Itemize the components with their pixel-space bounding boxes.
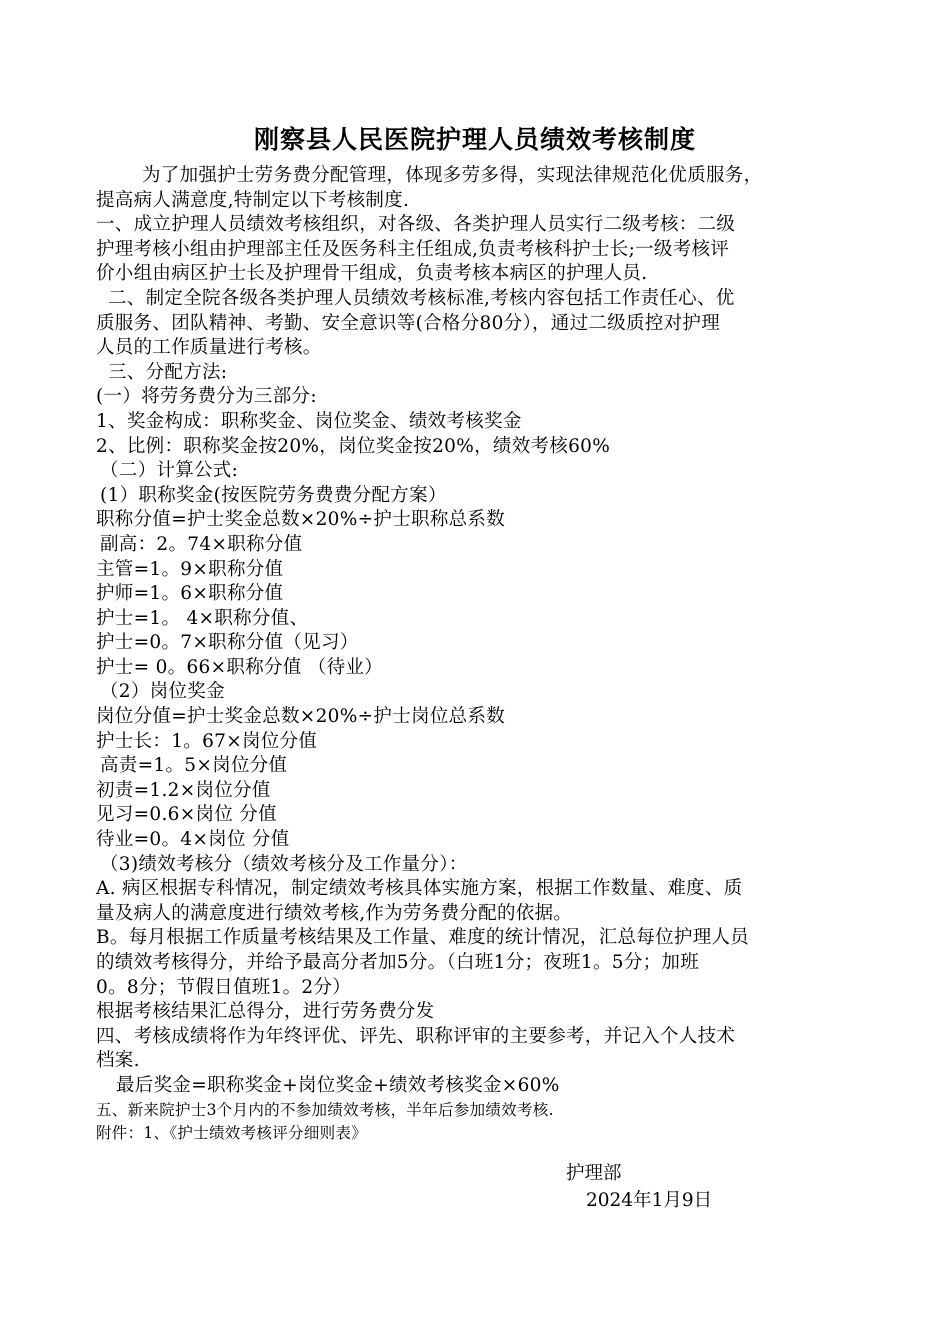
signature-block [566, 1160, 712, 1214]
paragraph-line-intro-2: 提高病人满意度,特制定以下考核制度. [96, 189, 410, 211]
final-bonus-formula: 最后奖金=职称奖金+岗位奖金+绩效考核奖金×60% [116, 1074, 560, 1096]
signature-department: 护理部 [566, 1163, 622, 1184]
title-coef-nurse-practitioner: 护师=1。6×职称分值 [96, 583, 284, 605]
bonus-ratio-line: 2、比例：职称奖金按20%，岗位奖金按20%，绩效考核60% [96, 435, 611, 457]
document-title: 刚察县人民医院护理人员绩效考核制度 [253, 125, 696, 154]
section-four-line-2: 档案. [96, 1050, 140, 1072]
position-bonus-heading: （2）岗位奖金 [100, 681, 225, 703]
position-score-formula: 岗位分值=护士奖金总数×20%÷护士岗位总系数 [96, 706, 506, 728]
performance-b-line-2: 的绩效考核得分，并给予最高分者加5分。（白班1分；夜班1。5分；加班 [96, 952, 700, 973]
title-coef-nurse-intern: 护士=0。7×职称分值（见习） [96, 632, 359, 654]
position-coef-intern: 见习=0.6×岗位 分值 [96, 804, 277, 826]
title-score-formula: 职称分值=护士奖金总数×20%÷护士职称总系数 [96, 509, 506, 531]
title-bonus-heading: (1）职称奖金(按医院劳务费费分配方案） [100, 484, 447, 506]
performance-b-line-1: B。每月根据工作质量考核结果及工作量、难度的统计情况，汇总每位护理人员 [96, 927, 750, 949]
document-body [96, 164, 876, 1145]
section-one-line-3: 价小组由病区护士长及护理骨干组成，负责考核本病区的护理人员. [96, 263, 648, 285]
subsection-one-heading: (一）将劳务费分为三部分: [96, 386, 317, 408]
paragraph-line-intro-1: 为了加强护士劳务费分配管理，体现多劳多得，实现法律规范化优质服务， [142, 165, 763, 186]
position-coef-junior-duty: 初责=1.2×岗位分值 [96, 779, 271, 801]
section-two-line-1: 二、制定全院各级各类护理人员绩效考核标准,考核内容包括工作责任心、优 [108, 287, 735, 309]
section-two-line-2: 质服务、团队精神、考勤、安全意识等(合格分80分），通过二级质控对护理 [96, 312, 721, 334]
section-one-line-2: 护理考核小组由护理部主任及医务科主任组成,负责考核科护士长;一级考核评 [96, 238, 730, 260]
section-four-line-1: 四、考核成绩将作为年终评优、评先、职称评审的主要参考，并记入个人技术 [96, 1025, 736, 1047]
section-one-line-1: 一、成立护理人员绩效考核组织，对各级、各类护理人员实行二级考核：二级 [96, 214, 736, 236]
subsection-two-heading: （二）计算公式: [100, 460, 239, 482]
title-coef-nurse-waiting: 护士= 0。66×职称分值 （待业） [96, 656, 383, 678]
attachment-line: 附件：1、《护士绩效考核评分细则表》 [96, 1123, 368, 1142]
title-coef-nurse: 护士=1。 4×职称分值、 [96, 607, 309, 629]
section-five-line: 五、新来院护士3个月内的不参加绩效考核，半年后参加绩效考核. [96, 1100, 554, 1119]
section-three-heading: 三、分配方法: [108, 361, 228, 383]
bonus-composition-line: 1、奖金构成：职称奖金、岗位奖金、绩效考核奖金 [96, 410, 522, 432]
performance-score-heading: （3)绩效考核分（绩效考核分及工作量分）： [100, 853, 468, 875]
performance-a-line-1: A. 病区根据专科情况，制定绩效考核具体实施方案，根据工作数量、难度、质 [96, 878, 743, 900]
performance-b-line-3: 0。8分；节假日值班1。2分） [96, 976, 352, 998]
performance-distribution-line: 根据考核结果汇总得分，进行劳务费分发 [96, 1001, 435, 1023]
performance-a-line-2: 量及病人的满意度进行绩效考核,作为劳务费分配的依据。 [96, 902, 573, 924]
section-two-line-3: 人员的工作质量进行考核。 [96, 337, 322, 359]
position-coef-head-nurse: 护士长：1。67×岗位分值 [96, 730, 318, 752]
title-coef-deputy-senior: 副高：2。74×职称分值 [100, 533, 303, 555]
title-coef-supervisor: 主管=1。9×职称分值 [96, 558, 284, 580]
position-coef-senior-duty: 高责=1。5×岗位分值 [100, 755, 288, 777]
signature-date: 2024年1月9日 [586, 1190, 713, 1211]
position-coef-waiting: 待业=0。4×岗位 分值 [96, 829, 290, 851]
